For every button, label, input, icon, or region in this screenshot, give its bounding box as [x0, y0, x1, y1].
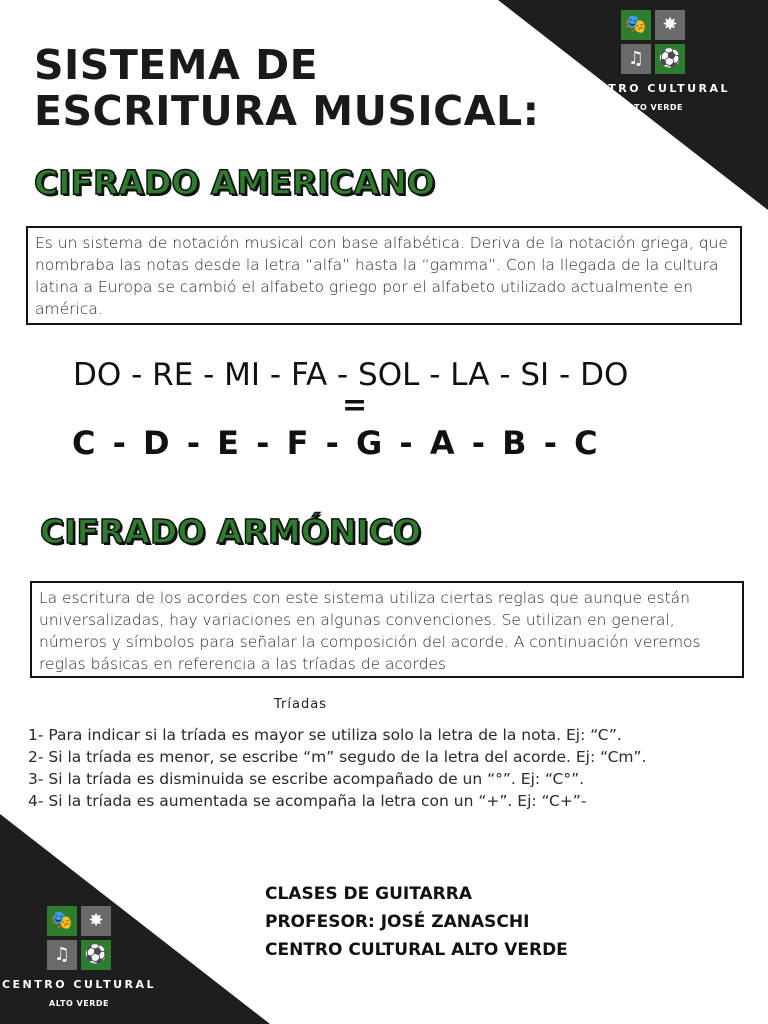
- letter-notes: C - D - E - F - G - A - B - C: [72, 424, 598, 462]
- triad-rules-list: [28, 724, 646, 812]
- triads-heading: Tríadas: [274, 697, 327, 712]
- music-note-icon: ♫: [621, 44, 651, 74]
- logo-title: CENTRO CULTURAL: [1, 978, 157, 991]
- logo-top: [568, 10, 738, 112]
- music-note-icon: ♫: [47, 940, 77, 970]
- theater-masks-icon: 🎭: [621, 10, 651, 40]
- credits-teacher: PROFESOR: JOSÉ ZANASCHI: [265, 912, 530, 932]
- solfege-notes: DO - RE - MI - FA - SOL - LA - SI - DO: [73, 357, 629, 393]
- triad-rule: 2- Si la tríada es menor, se escribe “m” segudo de la letra del acorde. Ej: “Cm”.: [28, 748, 647, 766]
- page-title: [34, 42, 540, 134]
- soccer-player-icon: ⚽: [655, 44, 685, 74]
- theater-masks-icon: 🎭: [47, 906, 77, 936]
- triad-rule: 3- Si la tríada es disminuida se escribe acompañado de un “°”. Ej: “C°”.: [28, 770, 585, 788]
- soccer-player-icon: ⚽: [81, 940, 111, 970]
- triad-rule: 1- Para indicar si la tríada es mayor se utiliza solo la letra de la nota. Ej: “C”.: [28, 726, 622, 744]
- credits-venue: CENTRO CULTURAL ALTO VERDE: [265, 940, 568, 960]
- section-heading-cifrado-armonico: CIFRADO ARMÓNICO: [40, 512, 421, 551]
- cifrado-armonico-description: La escritura de los acordes con este sistema utiliza ciertas reglas que aunque están universalizadas, hay variaciones en algunas convenciones. Se utilizan en general, números y símbolos para señalar la composición del acorde. A continuación veremos reglas básicas en referencia a las tríadas de acordes: [30, 581, 744, 678]
- credits-class: CLASES DE GUITARRA: [265, 884, 472, 904]
- equals-sign: =: [342, 388, 368, 423]
- credits: [265, 880, 568, 964]
- logo-subtitle: ALTO VERDE: [623, 103, 683, 112]
- page-title-line2: ESCRITURA MUSICAL:: [34, 87, 540, 135]
- logo-title: CENTRO CULTURAL: [575, 82, 731, 95]
- logo-subtitle: ALTO VERDE: [49, 999, 109, 1008]
- paint-splash-icon: ✸: [655, 10, 685, 40]
- triad-rule: 4- Si la tríada es aumentada se acompaña la letra con un “+”. Ej: “C+”-: [28, 792, 587, 810]
- logo-icon-grid: [568, 10, 738, 74]
- logo-bottom: [0, 906, 158, 1008]
- section-heading-cifrado-americano: CIFRADO AMERICANO: [34, 163, 435, 202]
- paint-splash-icon: ✸: [81, 906, 111, 936]
- cifrado-americano-description: Es un sistema de notación musical con base alfabética. Deriva de la notación griega, que nombraba las notas desde la letra “alfa” hasta la “gamma”. Con la llegada de la cultura latina a Europa se cambió el alfabeto griego por el alfabeto utilizado actualmente en américa.: [26, 226, 742, 325]
- logo-icon-grid: [0, 906, 158, 970]
- page-title-line1: SISTEMA DE: [34, 41, 319, 89]
